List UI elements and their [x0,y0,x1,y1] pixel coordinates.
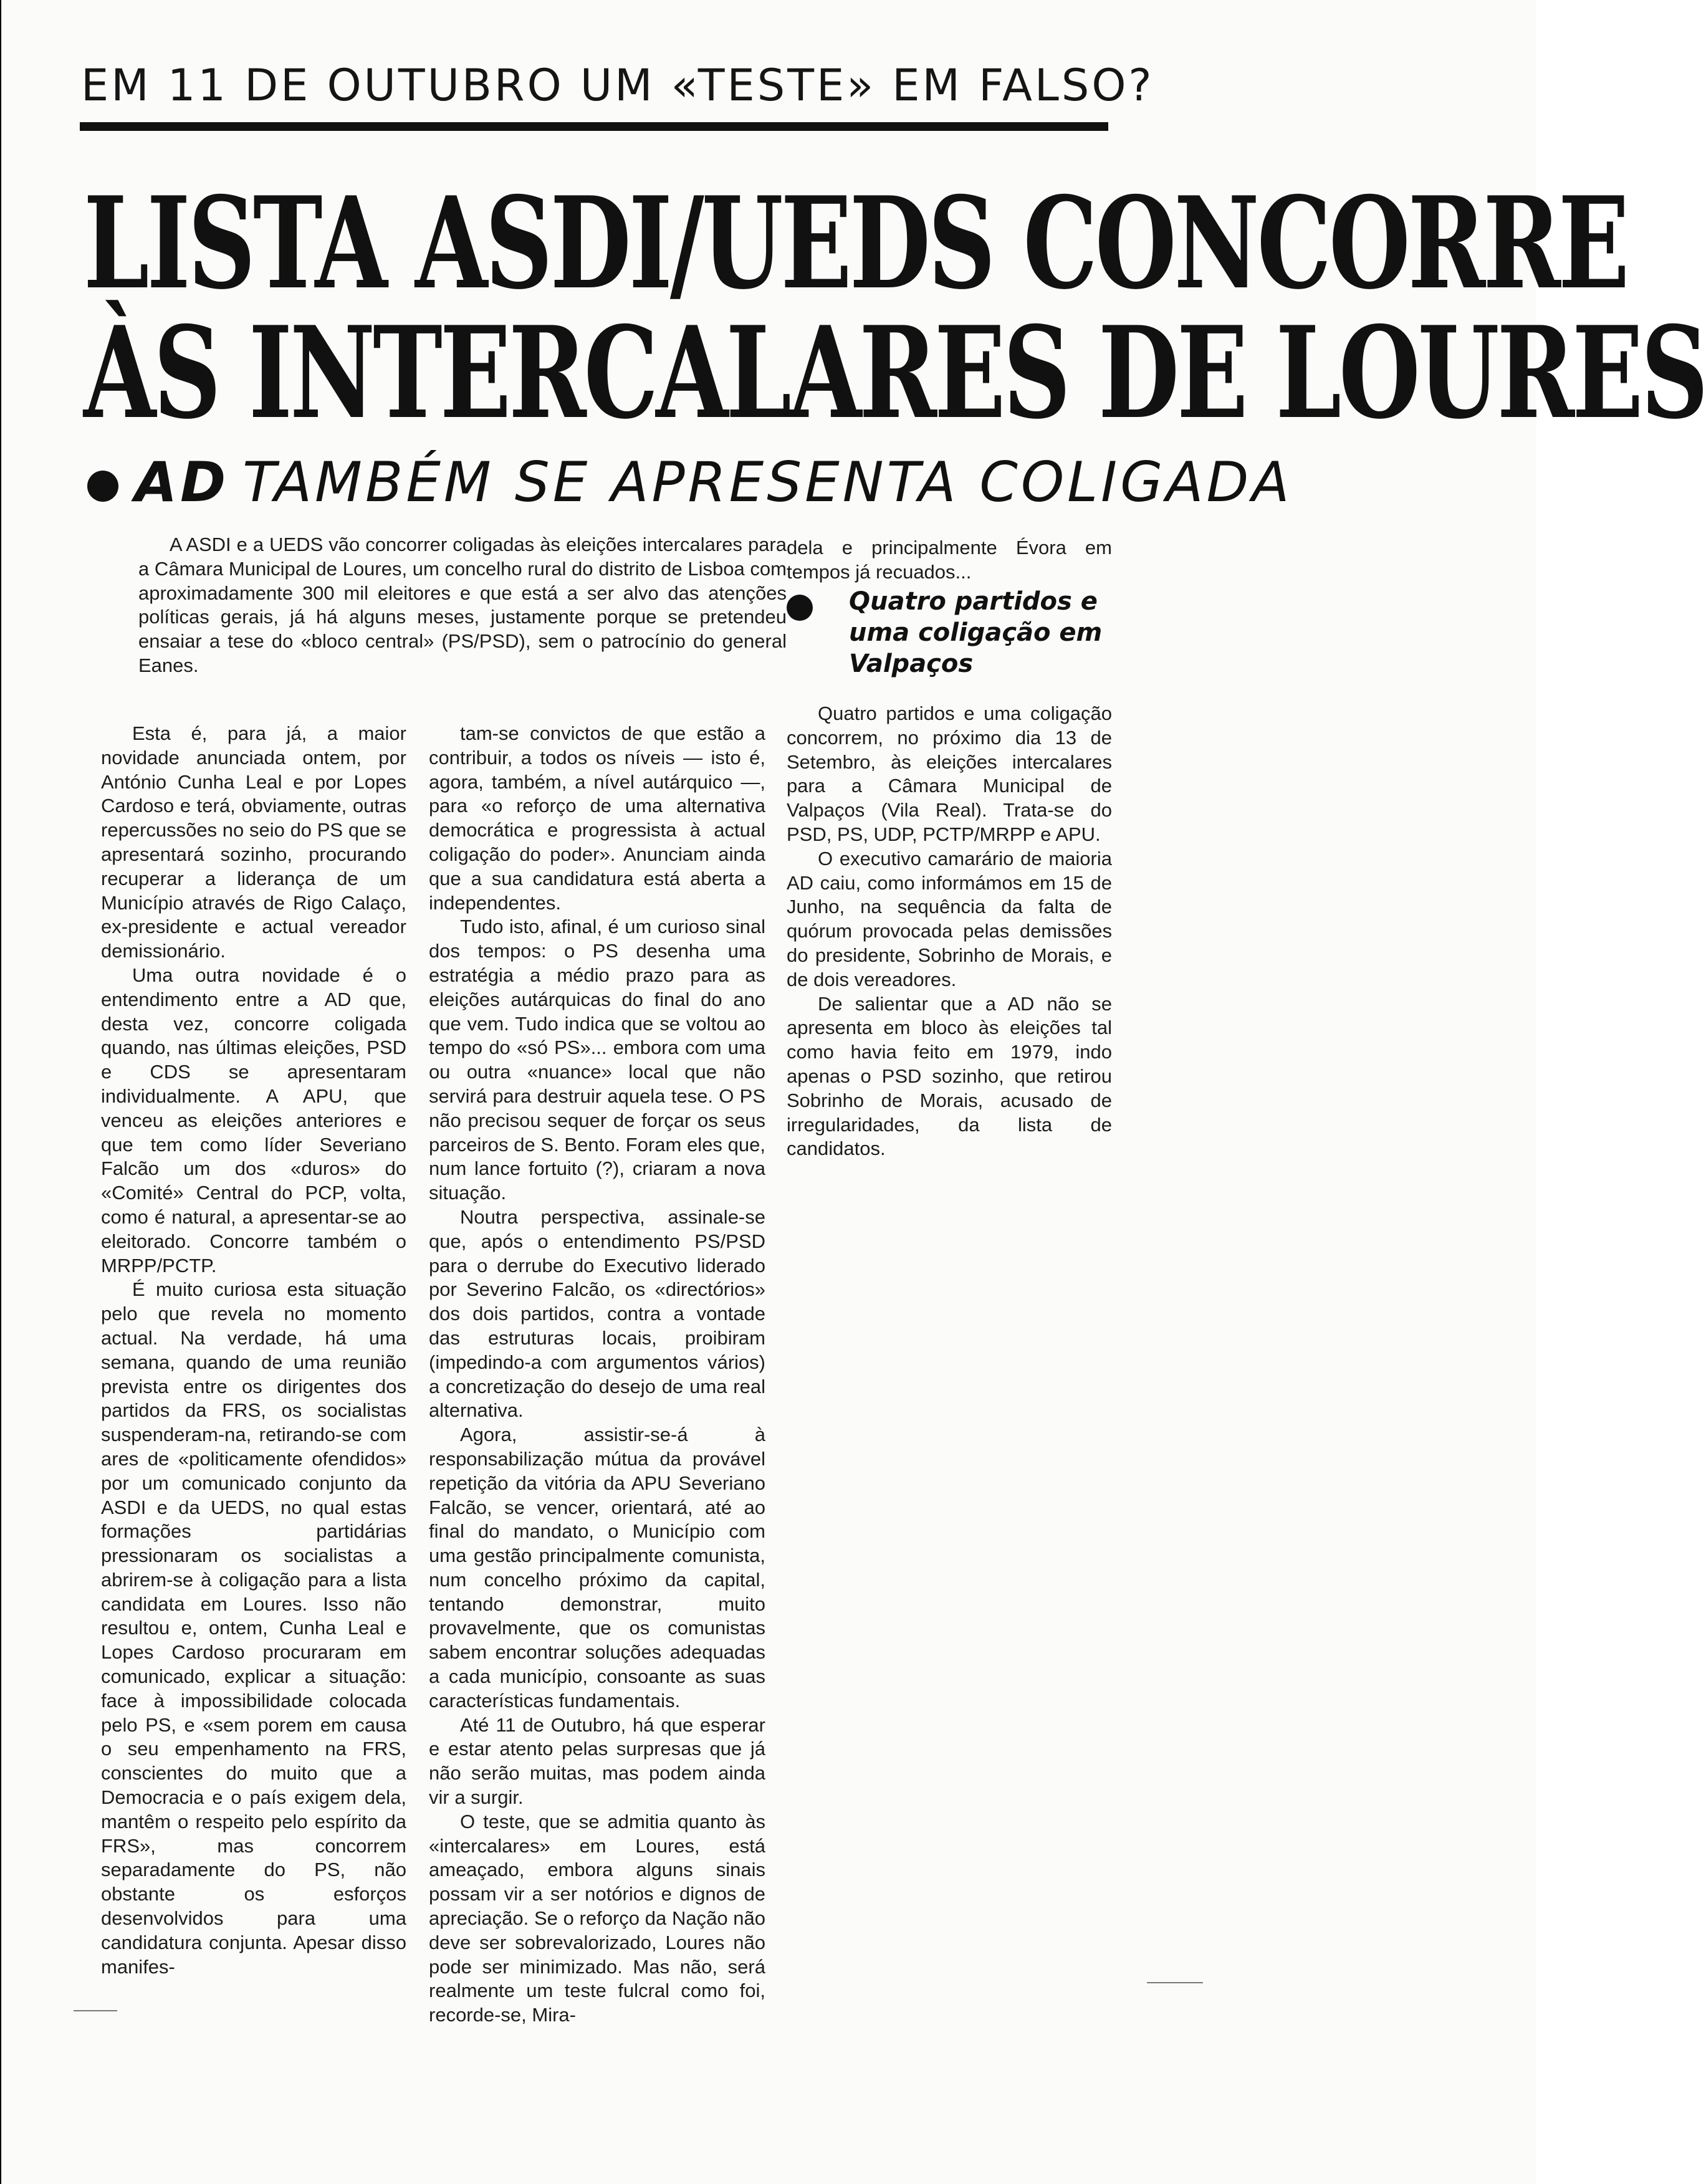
column-3-paragraph: De salientar que a AD não se apresenta em bloco às eleições tal como havia feito em 1979, indo apenas o PSD sozinho, que retirou Sobrinho de Morais, acusado de irregularidades, da lista de candidatos. [787,992,1112,1160]
kicker-rule [80,122,1108,131]
column-1-paragraph: Uma outra novidade é o entendimento entre a AD que, desta vez, concorre coligada quando, nas últimas eleições, PSD e CDS se apresentaram individualmente. A APU, que venceu as eleições anteriores e que tem como líder Severiano Falcão um dos «duros» do «Comité» Central do PCP, volta, como é natural, a apresentar-se ao eleitorado. Concorre também o MRPP/PCTP. [101,964,406,1276]
column-3-paragraph: Quatro partidos e uma coligação concorrem, no próximo dia 13 de Setembro, às eleições intercalares para a Câmara Municipal de Valpaços (Vila Real). Trata-se do PSD, PS, UDP, PCTP/MRPP e APU. [787,702,1112,845]
headline-line-2: ÀS INTERCALARES DE LOURES [84,299,1706,448]
lead-text: A ASDI e a UEDS vão concorrer coligadas às eleições intercalares para a Câmara Municipal de Loures, um concelho rural do distrito de Lisboa com aproximadamente 300 mil eleitores e que está a ser alvo das atenções políticas gerais, já há alguns meses, justamente porque se pretendeu ensaiar a tese do «bloco central» (PS/PSD), sem o patrocínio do general Eanes. [138,534,787,676]
column-3 [787,702,1112,1161]
deck-text: TAMBÉM SE APRESENTA COLIGADA [242,450,1293,514]
column-3-top [787,536,1112,585]
column-2 [429,722,765,2028]
subhead-text: Quatro partidos e uma coligação em Valpaços [849,587,1103,678]
lead-paragraph [138,533,787,678]
column-3-paragraph: O executivo camarário de maioria AD caiu, como informámos em 15 de Junho, na sequência da falta de quórum provocada pelas demissões do presidente, Sobrinho de Morais, e de dois vereadores. [787,847,1112,990]
column-2-paragraph: tam-se convictos de que estão a contribuir, a todos os níveis — isto é, agora, também, a nível autárquico —, para «o reforço de uma alternativa democrática e progressista à actual coligação do poder». Anunciam ainda que a sua candidatura está aberta a independentes. [429,722,765,914]
column-1 [101,722,406,1979]
column-2-paragraph: Noutra perspectiva, assinale-se que, após o entendimento PS/PSD para o derrube do Executivo liderado por Severino Falcão, os «directórios» dos dois partidos, contra a vontade das estruturas locais, proibiram (impedindo-a com argumentos vários) a concretização do desejo de uma real alternativa. [429,1205,765,1422]
column-2-paragraph: Até 11 de Outubro, há que esperar e estar atento pelas surpresas que já não serão muitas, mas podem ainda vir a surgir. [429,1713,765,1809]
headline-line-1: LISTA ASDI/UEDS CONCORRE [84,170,1627,318]
column-2-paragraph: O teste, que se admitia quanto às «intercalares» em Loures, está ameaçado, embora alguns sinais possam vir a ser notórios e dignos de apreciação. Se o reforço da Nação não deve ser sobrevalorizado, Loures não pode ser minimizado. Mas não, será realmente um teste fulcral como foi, recorde-se, Mira- [429,1810,765,2026]
column-1-paragraph: Esta é, para já, a maior novidade anunciada ontem, por António Cunha Leal e por Lopes Cardoso e terá, obviamente, outras repercussões no seio do PS que se apresentará sozinho, procurando recuperar a liderança de um Município através de Rigo Calaço, ex-presidente e actual vereador demissionário. [101,722,406,962]
column-2-paragraph: Tudo isto, afinal, é um curioso sinal dos tempos: o PS desenha uma estratégia a médio prazo para as eleições autárquicas do final do ano que vem. Tudo indica que se voltou ao tempo do «só PS»... embora com uma ou outra «nuance» local que não servirá para destruir aquela tese. O PS não precisou sequer de forçar os seus parceiros de S. Bento. Foram eles que, num lance fortuito (?), criaram a nova situação. [429,916,765,1204]
column-1-paragraph: É muito curiosa esta situação pelo que revela no momento actual. Na verdade, há uma semana, quando de uma reunião prevista entre os dirigentes dos partidos da FRS, os socialistas suspenderam-na, retirando-se com ares de «politicamente ofendidos» por um comunicado conjunto da ASDI e da UEDS, no qual estas formações partidárias pressionaram os socialistas a abrirem-se à coligação para a lista candidata em Loures. Isso não resultou e, ontem, Cunha Leal e Lopes Cardoso procuraram em comunicado, explicar a situação: face à impossibilidade colocada pelo PS, e «sem porem em causa o seu empenhamento na FRS, conscientes do muito que a Democracia e o país exigem dela, mantêm o respeito pelo espírito da FRS», mas concorrem separadamente do PS, não obstante os esforços desenvolvidos para uma candidatura conjunta. Apesar disso manifes- [101,1278,406,1978]
subhead-bullet [787,595,813,621]
deck-bold: AD [135,450,229,514]
column-2-paragraph: Agora, assistir-se-á à responsabilização mútua da provável repetição da vitória da APU Severiano Falcão, se vencer, orientará, até ao final do mandato, o Município com uma gestão principalmente comunista, num concelho próximo da capital, tentando demonstrar, muito provavelmente, que os comunistas sabem encontrar soluções adequadas a cada município, consoante as suas características fundamentais. [429,1424,765,1712]
scan-mark [74,2010,117,2011]
kicker: EM 11 DE OUTUBRO UM «TESTE» EM FALSO? [81,60,1154,111]
page-edge [0,0,1,2184]
deck [135,450,1293,514]
scan-mark [1147,1982,1203,1983]
column-3-continuation: dela e principalmente Évora em tempos já recuados... [787,537,1112,583]
deck-bullet [87,471,118,502]
